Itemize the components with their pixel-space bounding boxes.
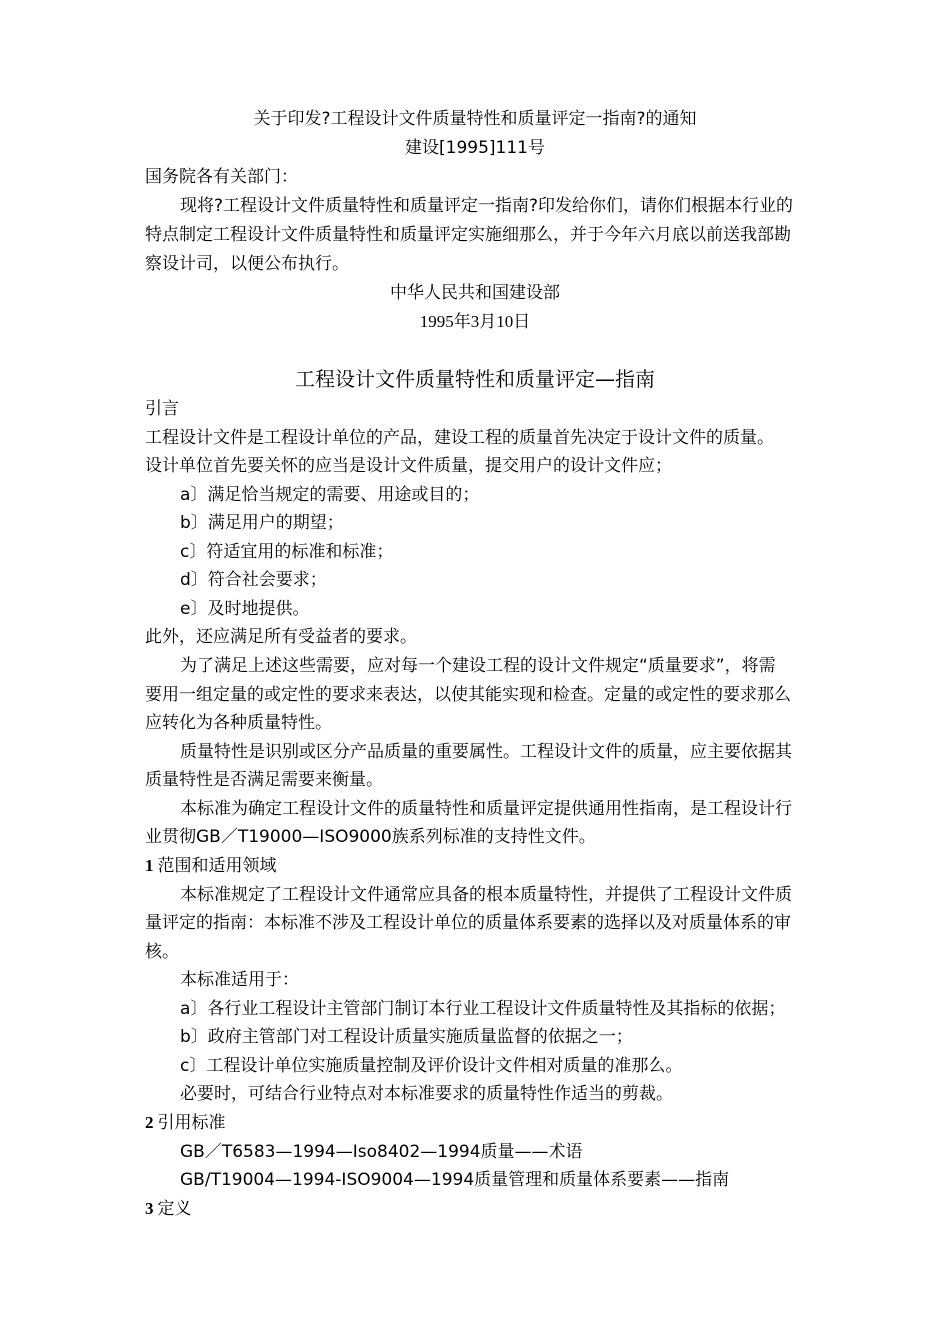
- section-number: 3: [145, 1199, 154, 1218]
- paragraph-line: 为了满足上述这些需要，应对每一个建设工程的设计文件规定“质量要求”，将需: [180, 656, 776, 676]
- paragraph-line: 本标准为确定工程设计文件的质量特性和质量评定提供通用性指南，是工程设计行: [180, 799, 792, 819]
- paragraph-line: 本标准规定了工程设计文件通常应具备的根本质量特性，并提供了工程设计文件质: [180, 885, 792, 905]
- intro-heading: 引言: [145, 399, 179, 419]
- notice-body-line: 现将?工程设计文件质量特性和质量评定一指南?印发给你们，请你们根据本行业的: [180, 196, 794, 216]
- paragraph-line: 应转化为各种质量特性。: [145, 713, 332, 733]
- notice-body-line: 特点制定工程设计文件质量特性和质量评定实施细那么，并于今年六月底以前送我部勘: [145, 225, 791, 245]
- section-title: 范围和适用领域: [157, 856, 277, 876]
- stakeholders-line: 此外，还应满足所有受益者的要求。: [145, 627, 417, 647]
- paragraph-line: 必要时，可结合行业特点对本标准要求的质量特性作适当的剪裁。: [180, 1084, 673, 1104]
- scope-item: c〕工程设计单位实施质量控制及评价设计文件相对质量的准那么。: [180, 1056, 683, 1076]
- notice-body-line: 察设计司，以便公布执行。: [145, 254, 349, 274]
- section-number: 2: [145, 1113, 154, 1132]
- paragraph-line: 要用一组定量的或定性的要求来表达，以使其能实现和检查。定量的或定性的要求那么: [145, 685, 791, 705]
- intro-line: 设计单位首先要关怀的应当是设计文件质量，提交用户的设计文件应；: [145, 456, 672, 476]
- notice-title: 关于印发?工程设计文件质量特性和质量评定一指南?的通知: [253, 109, 697, 129]
- paragraph-line: 核。: [145, 942, 179, 962]
- section-2-heading: [145, 1112, 226, 1134]
- applies-line: 本标准适用于：: [180, 970, 299, 990]
- scope-item: b〕政府主管部门对工程设计质量实施质量监督的依据之一；: [180, 1027, 633, 1047]
- section-3-heading: [145, 1198, 192, 1220]
- reference-item: GB/T19004—1994-ISO9004—1994质量管理和质量体系要素——指南: [180, 1170, 730, 1190]
- paragraph-line: 业贯彻GB／T19000—ISO9000族系列标准的支持性文件。: [145, 827, 596, 847]
- requirement-item: b〕满足用户的期望；: [180, 513, 344, 533]
- notice-doc-number: 建设[1995]111号: [405, 138, 545, 158]
- section-title: 定义: [157, 1199, 192, 1219]
- section-number: 1: [145, 856, 154, 875]
- requirement-item: e〕及时地提供。: [180, 599, 310, 619]
- notice-date: 1995年3月10日: [419, 312, 531, 331]
- requirement-item: a〕满足恰当规定的需要、用途或目的；: [180, 485, 480, 505]
- paragraph-line: 量评定的指南：本标准不涉及工程设计单位的质量体系要素的选择以及对质量体系的审: [145, 913, 791, 933]
- notice-recipient: 国务院各有关部门：: [145, 167, 298, 187]
- paragraph-line: 质量特性是否满足需要来衡量。: [145, 770, 383, 790]
- notice-issuer: 中华人民共和国建设部: [390, 283, 560, 303]
- section-1-heading: [145, 855, 277, 877]
- requirement-item: c〕符适宜用的标准和标准；: [180, 542, 394, 562]
- reference-item: GB／T6583—1994—Iso8402—1994质量——术语: [180, 1142, 583, 1162]
- section-title: 引用标准: [157, 1113, 226, 1133]
- intro-line: 工程设计文件是工程设计单位的产品，建设工程的质量首先决定于设计文件的质量。: [145, 428, 774, 448]
- guide-title: 工程设计文件质量特性和质量评定—指南: [295, 367, 655, 391]
- paragraph-line: 质量特性是识别或区分产品质量的重要属性。工程设计文件的质量，应主要依据其: [180, 742, 792, 762]
- requirement-item: d〕符合社会要求；: [180, 570, 327, 590]
- scope-item: a〕各行业工程设计主管部门制订本行业工程设计文件质量特性及其指标的依据；: [180, 999, 786, 1019]
